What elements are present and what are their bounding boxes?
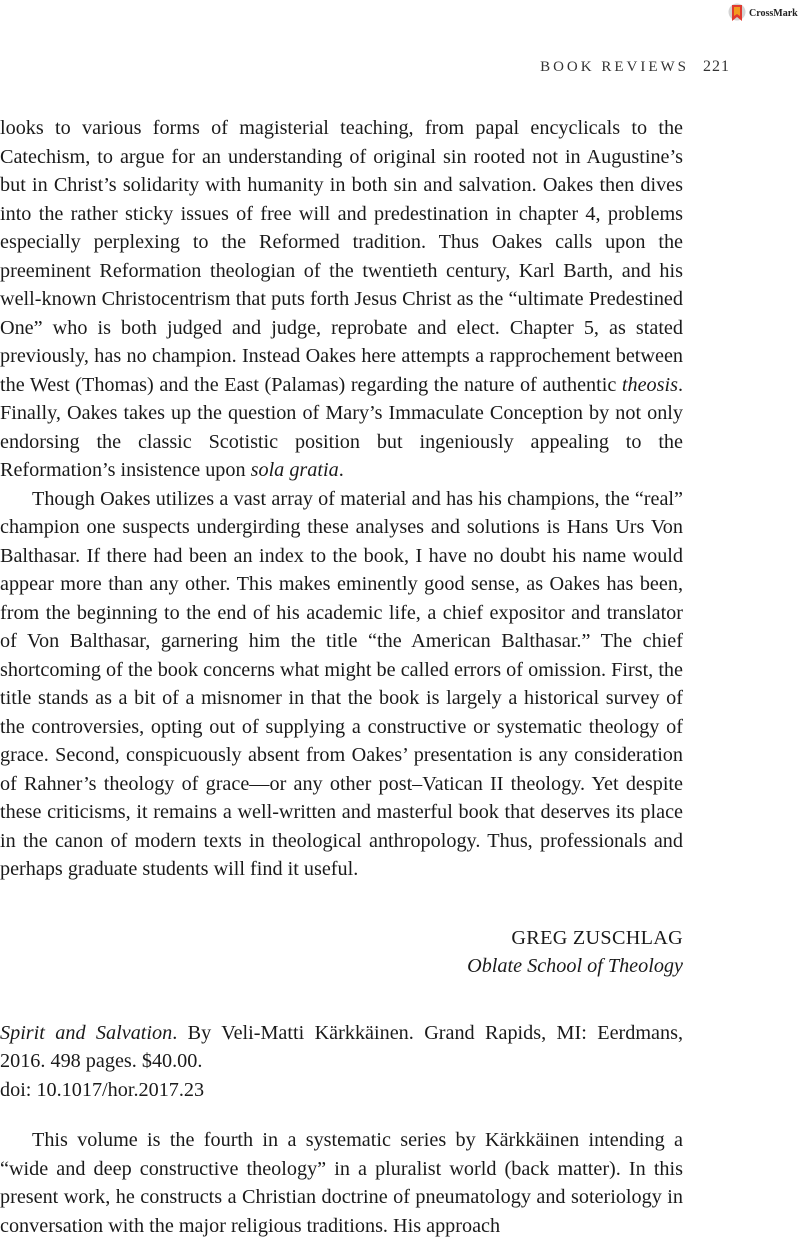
reviewer-name: GREG ZUSCHLAG xyxy=(511,926,683,949)
review2-paragraph-1: This volume is the fourth in a systematic series by Kärkkäinen intending a “wide and deep constructive theology” in a pluralist world (back matter). In this present work, he constructs a Christian doctrine of pneumatology and soteriology in conversation with the major religious traditions. His approach xyxy=(0,1129,683,1237)
section-title: BOOK REVIEWS xyxy=(540,59,689,75)
review1-paragraph-2: Though Oakes utilizes a vast array of material and has his champions, the “real” champion one suspects undergirding these analyses and solutions is Hans Urs Von Balthasar. If there had been an index to the book, I have no doubt his name would appear more than any other. This makes eminently good sense, as Oakes has been, from the beginning to the end of his academic life, a chief expositor and translator of Von Balthasar, garnering him the title “the American Balthasar.” The chief shortcoming of the book concerns what might be called errors of omission. First, the title stands as a bit of a misnomer in that the book is largely a historical survey of the controversies, opting out of supplying a constructive or systematic theology of grace. Second, conspicuously absent from Oakes’ presentation is any consideration of Rahner’s theology of grace—or any other post–Vatican II theology. Yet despite these criticisms, it remains a well-written and masterful book that deserves its place in the canon of modern texts in theological anthropology. Thus, professionals and perhaps graduate students will find it useful. xyxy=(0,487,683,880)
crossmark-label: CrossMark xyxy=(749,7,798,19)
text-run: . Finally, Oakes takes up the question of Mary’s Immaculate Conception by not only endorsing the classic Scotistic position but ingeniously appealing to the Reformation’s insistence upon xyxy=(0,373,683,481)
crossmark-badge[interactable] xyxy=(728,0,800,26)
text-run: . xyxy=(338,459,344,481)
citation-doi[interactable]: doi: 10.1017/hor.2017.23 xyxy=(0,1078,205,1101)
citation-details: . By Veli-Matti Kärkkäinen. Grand Rapids, MI: Eerdmans, 2016. 498 pages. $40.00. xyxy=(0,1021,684,1072)
book-citation xyxy=(0,1019,683,1105)
review1-paragraph-1 xyxy=(0,114,683,485)
reviewer-signature xyxy=(0,924,683,981)
citation-text xyxy=(0,1019,683,1076)
italic-term: theosis xyxy=(621,373,678,396)
book-title: Spirit and Salvation xyxy=(0,1021,173,1044)
crossmark-icon xyxy=(728,2,746,24)
italic-term: sola gratia xyxy=(250,459,339,481)
page-number: 221 xyxy=(703,58,730,75)
text-run: looks to various forms of magisterial teaching, from papal encyclicals to the Catechism, to argue for an understanding of original sin rooted not in Augustine’s but in Christ’s solidarity with humanity in both sin and salvation. Oakes then dives into the rather sticky issues of free will and predestination in chapter 4, problems especially perplexing to the Reformed tradition. Thus Oakes calls upon the preeminent Reformation theologian of the twentieth century, Karl Barth, and his well-known Christocentrism that puts forth Jesus Christ as the “ultimate Predestined One” who is both judged and judge, reprobate and elect. Chapter 5, as stated previously, has no champion. Instead Oakes here attempts a rapprochement between the West (Thomas) and the East (Palamas) regarding the nature of authentic xyxy=(0,117,683,396)
reviewer-affiliation: Oblate School of Theology xyxy=(467,955,683,977)
running-head xyxy=(540,58,730,76)
article-body xyxy=(0,114,683,1240)
